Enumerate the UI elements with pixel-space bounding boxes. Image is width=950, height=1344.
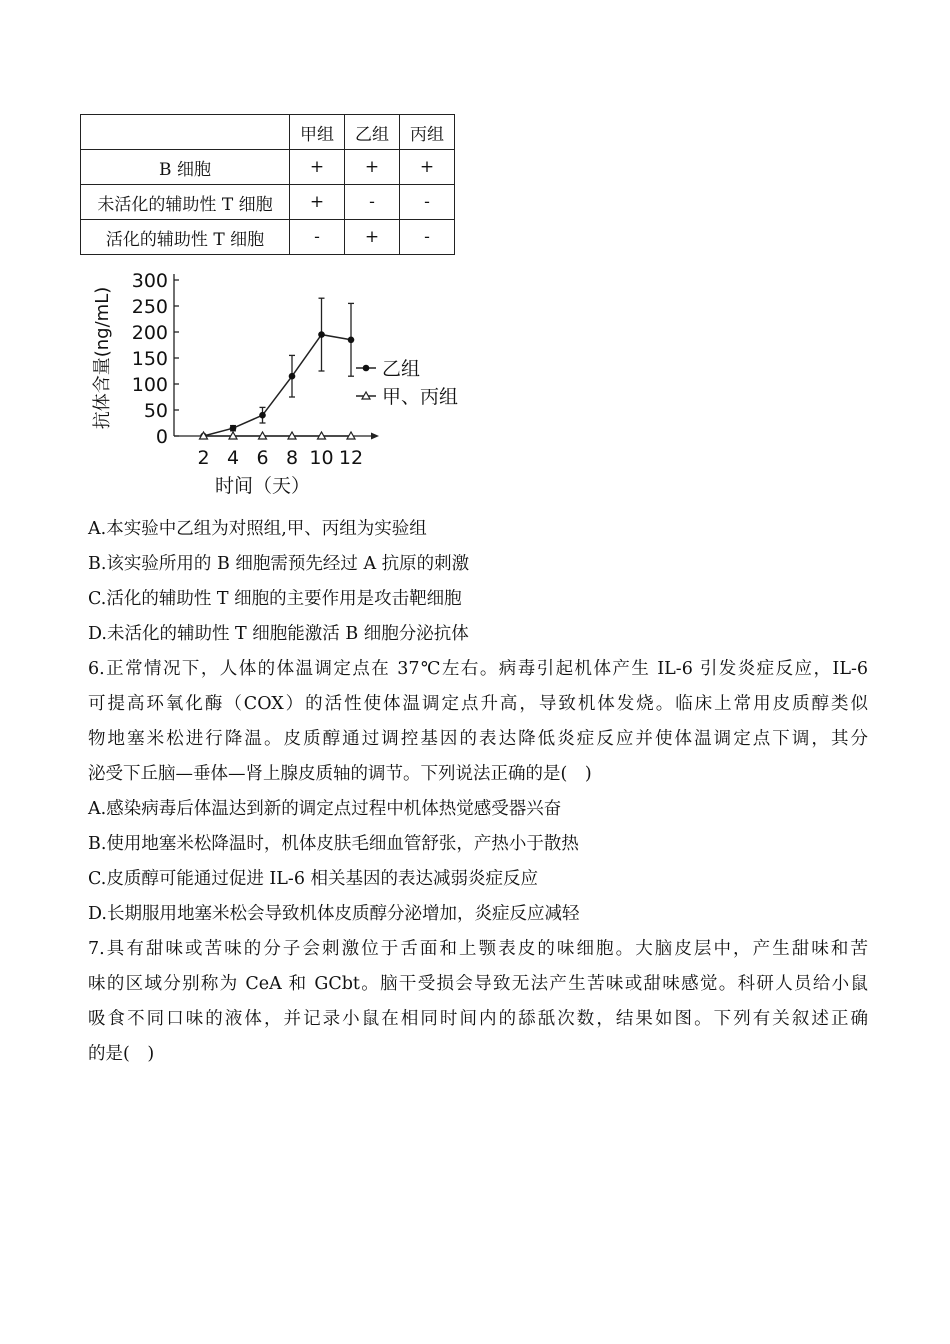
y-tick-label: 50 — [143, 400, 168, 422]
table-row-label: B 细胞 — [81, 150, 290, 185]
q5-option-a: A.本实验中乙组为对照组,甲、丙组为实验组 — [88, 519, 427, 539]
series-line-yi — [204, 335, 352, 436]
q6-stem-line: 物地塞米松进行降温。皮质醇通过调控基因的表达降低炎症反应并使体温调定点下调，其分 — [88, 729, 868, 749]
table-header-cell: 乙组 — [345, 115, 400, 150]
table-header-cell: 甲组 — [290, 115, 345, 150]
x-tick-label: 4 — [226, 447, 240, 469]
y-tick-label: 250 — [131, 296, 168, 318]
legend-label-jia-bing: 甲、丙组 — [382, 386, 459, 408]
data-point-yi — [259, 412, 266, 419]
data-point-yi — [230, 425, 237, 432]
q7-stem-line: 吸食不同口味的液体，并记录小鼠在相同时间内的舔舐次数，结果如图。下列有关叙述正确 — [88, 1009, 868, 1029]
x-tick-label: 6 — [256, 447, 269, 469]
table-cell: - — [400, 220, 455, 255]
antibody-line-chart — [88, 262, 488, 502]
table-cell: - — [345, 185, 400, 220]
table-row-label: 未活化的辅助性 T 细胞 — [81, 185, 290, 220]
table-row — [81, 220, 455, 255]
x-tick-label: 2 — [197, 447, 210, 469]
q5-option-b: B.该实验所用的 B 细胞需预先经过 A 抗原的刺激 — [88, 554, 470, 574]
q6-stem-line: 6.正常情况下，人体的体温调定点在 37℃左右。病毒引起机体产生 IL-6 引发炎症反应，IL-6 — [88, 659, 868, 679]
x-tick-label: 8 — [285, 447, 299, 469]
q7-stem-line: 味的区域分别称为 CeA 和 GCbt。脑干受损会导致无法产生苦味或甜味感觉。科研人员给小鼠 — [88, 974, 868, 994]
q6-stem-line: 泌受下丘脑—垂体—肾上腺皮质轴的调节。下列说法正确的是( ) — [88, 764, 592, 784]
legend-marker-yi — [363, 365, 370, 372]
q6-option-c: C.皮质醇可能通过促进 IL-6 相关基因的表达减弱炎症反应 — [88, 869, 539, 889]
table-header-cell: 丙组 — [400, 115, 455, 150]
y-tick-label: 0 — [155, 426, 168, 448]
table-cell: - — [290, 220, 345, 255]
data-point-yi — [348, 337, 355, 344]
table-cell: + — [345, 150, 400, 185]
q7-stem-line: 7.具有甜味或苦味的分子会刺激位于舌面和上颚表皮的味细胞。大脑皮层中，产生甜味和苦 — [88, 939, 868, 959]
y-axis-label: 抗体含量(ng/mL) — [92, 286, 113, 430]
table-corner-cell — [81, 115, 290, 150]
q7-stem-line: 的是( ) — [88, 1044, 155, 1064]
x-axis-label: 时间（天） — [214, 475, 311, 497]
data-point-yi — [289, 373, 296, 380]
x-tick-label: 10 — [309, 447, 334, 469]
y-tick-label: 300 — [131, 270, 168, 292]
q5-option-c: C.活化的辅助性 T 细胞的主要作用是攻击靶细胞 — [88, 589, 462, 609]
x-axis-arrow — [371, 433, 379, 440]
table-row — [81, 185, 455, 220]
table-cell: + — [345, 220, 400, 255]
legend-label-yi: 乙组 — [382, 358, 421, 380]
table-cell: + — [290, 150, 345, 185]
y-tick-label: 100 — [131, 374, 168, 396]
table-row-label: 活化的辅助性 T 细胞 — [81, 220, 290, 255]
data-point-yi — [318, 331, 325, 338]
y-tick-label: 150 — [131, 348, 168, 370]
question-text — [88, 512, 868, 1072]
q6-option-b: B.使用地塞米松降温时，机体皮肤毛细血管舒张，产热小于散热 — [88, 834, 579, 854]
table-header-row — [81, 115, 455, 150]
x-tick-label: 12 — [338, 447, 364, 469]
q6-option-a: A.感染病毒后体温达到新的调定点过程中机体热觉感受器兴奋 — [88, 799, 562, 819]
table-cell: - — [400, 185, 455, 220]
y-tick-label: 200 — [131, 322, 168, 344]
table-cell: + — [290, 185, 345, 220]
table-cell: + — [400, 150, 455, 185]
experiment-group-table — [80, 114, 455, 255]
table-row — [81, 150, 455, 185]
q5-option-d: D.未活化的辅助性 T 细胞能激活 B 细胞分泌抗体 — [88, 624, 469, 644]
q6-stem-line: 可提高环氧化酶（COX）的活性使体温调定点升高，导致机体发烧。临床上常用皮质醇类似 — [88, 694, 868, 714]
q6-option-d: D.长期服用地塞米松会导致机体皮质醇分泌增加，炎症反应减轻 — [88, 904, 580, 924]
